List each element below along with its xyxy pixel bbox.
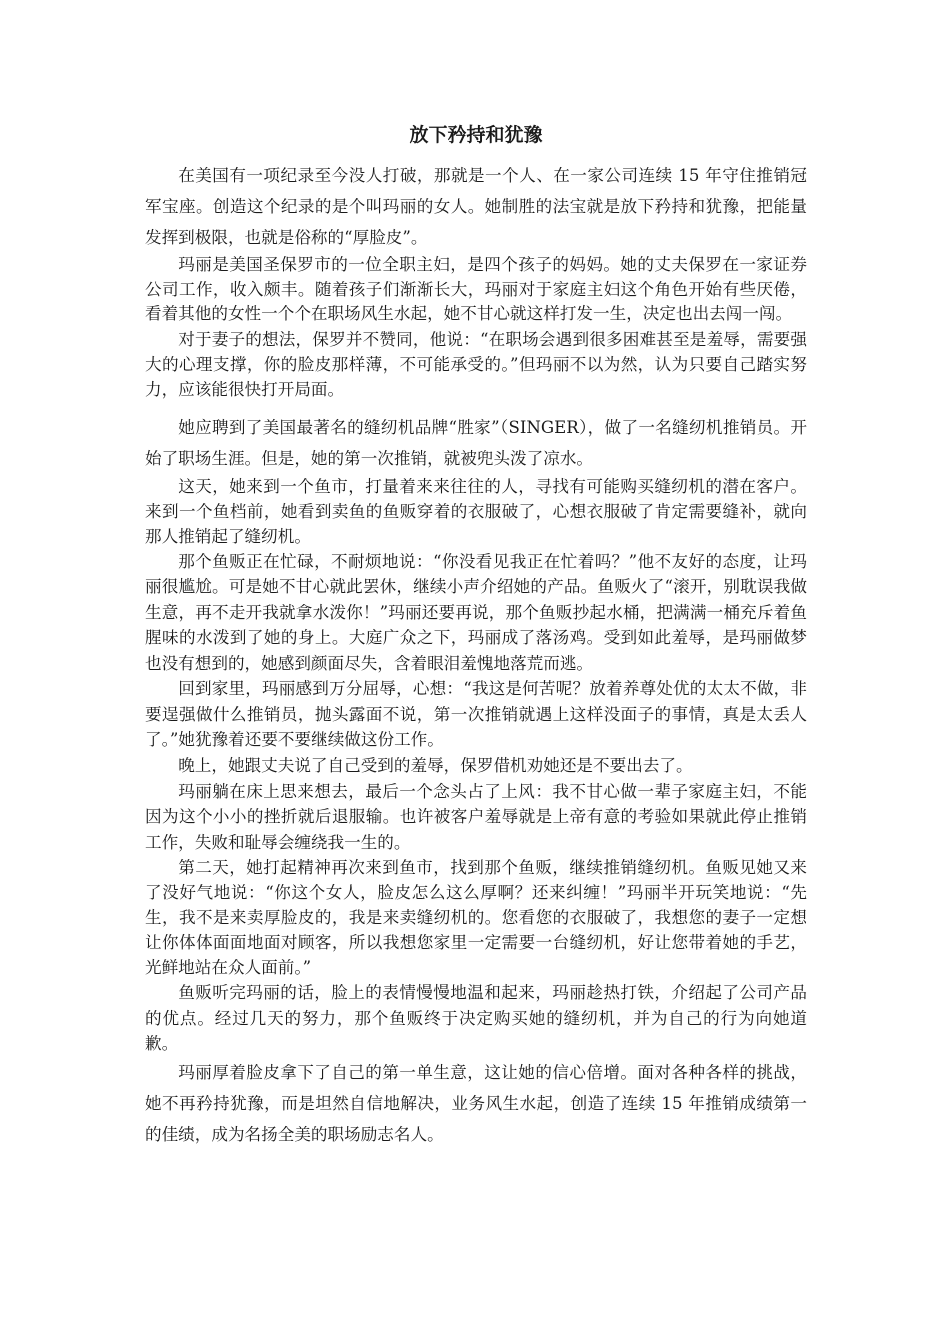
paragraph-10: 第二天，她打起精神再次来到鱼市，找到那个鱼贩，继续推销缝纫机。鱼贩见她又来了没好气地说：“你这个女人，脸皮怎么这么厚啊？还来纠缠！”玛丽半开玩笑地说：“先生，我不是来卖厚脸皮的，我是来卖缝纫机的。您看您的衣服破了，我想您的妻子一定想让你体体面面地面对顾客，所以我想您家里一定需要一台缝纫机，好让您带着她的手艺，光鲜地站在众人面前。” — [145, 858, 807, 977]
paragraph-4: 她应聘到了美国最著名的缝纫机品牌“胜家”（SINGER），做了一名缝纫机推销员。开始了职场生涯。但是，她的第一次推销，就被兜头泼了凉水。 — [145, 417, 807, 468]
paragraph-1: 在美国有一项纪录至今没人打破，那就是一个人、在一家公司连续 15 年守住推销冠军宝座。创造这个纪录的是个叫玛丽的女人。她制胜的法宝就是放下矜持和犹豫，把能量发挥到极限，也就是俗称的“厚脸皮”。 — [145, 166, 807, 247]
paragraph-12: 玛丽厚着脸皮拿下了自己的第一单生意，这让她的信心倍增。面对各种各样的挑战，她不再矜持犹豫，而是坦然自信地解决，业务风生水起，创造了连续 15 年推销成绩第一的佳绩，成为名扬全美的职场励志名人。 — [145, 1062, 807, 1144]
paragraph-6: 那个鱼贩正在忙碌，不耐烦地说：“你没看见我正在忙着吗？”他不友好的态度，让玛丽很尴尬。可是她不甘心就此罢休，继续小声介绍她的产品。鱼贩火了“滚开，别耽误我做生意，再不走开我就拿水泼你！”玛丽还要再说，那个鱼贩抄起水桶，把满满一桶充斥着鱼腥味的水泼到了她的身上。大庭广众之下，玛丽成了落汤鸡。受到如此羞辱，是玛丽做梦也没有想到的，她感到颜面尽失，含着眼泪羞愧地落荒而逃。 — [145, 551, 807, 673]
paragraph-7: 回到家里，玛丽感到万分屈辱，心想：“我这是何苦呢？放着养尊处优的太太不做，非要逞强做什么推销员，抛头露面不说，第一次推销就遇上这样没面子的事情，真是太丢人了。”她犹豫着还要不要继续做这份工作。 — [145, 679, 807, 749]
paragraph-8: 晚上，她跟丈夫说了自己受到的羞辱，保罗借机劝她还是不要出去了。 — [178, 755, 693, 775]
paragraph-9: 玛丽躺在床上思来想去，最后一个念头占了上风：我不甘心做一辈子家庭主妇，不能因为这个小小的挫折就后退服输。也许被客户羞辱就是上帝有意的考验如果就此停止推销工作，失败和耻辱会缠绕我一生的。 — [145, 781, 807, 852]
paragraph-5: 这天，她来到一个鱼市，打量着来来往往的人，寻找有可能购买缝纫机的潜在客户。来到一个鱼档前，她看到卖鱼的鱼贩穿着的衣服破了，心想衣服破了肯定需要缝补，就向那人推销起了缝纫机。 — [145, 476, 807, 546]
paragraph-2: 玛丽是美国圣保罗市的一位全职主妇，是四个孩子的妈妈。她的丈夫保罗在一家证券公司工作，收入颇丰。随着孩子们渐渐长大，玛丽对于家庭主妇这个角色开始有些厌倦，看着其他的女性一个个在职场风生水起，她不甘心就这样打发一生，决定也出去闯一闯。 — [145, 255, 807, 323]
paragraph-3: 对于妻子的想法，保罗并不赞同，他说：“在职场会遇到很多困难甚至是羞辱，需要强大的心理支撑，你的脸皮那样薄，不可能承受的。”但玛丽不以为然，认为只要自己踏实努力，应该能很快打开局面。 — [145, 329, 807, 399]
spacer — [145, 402, 807, 412]
document-page — [145, 120, 807, 1150]
document-title: 放下矜持和犹豫 — [409, 124, 543, 146]
paragraph-11: 鱼贩听完玛丽的话，脸上的表情慢慢地温和起来，玛丽趁热打铁，介绍起了公司产品的优点。经过几天的努力，那个鱼贩终于决定购买她的缝纫机，并为自己的行为向她道歉。 — [145, 983, 807, 1053]
